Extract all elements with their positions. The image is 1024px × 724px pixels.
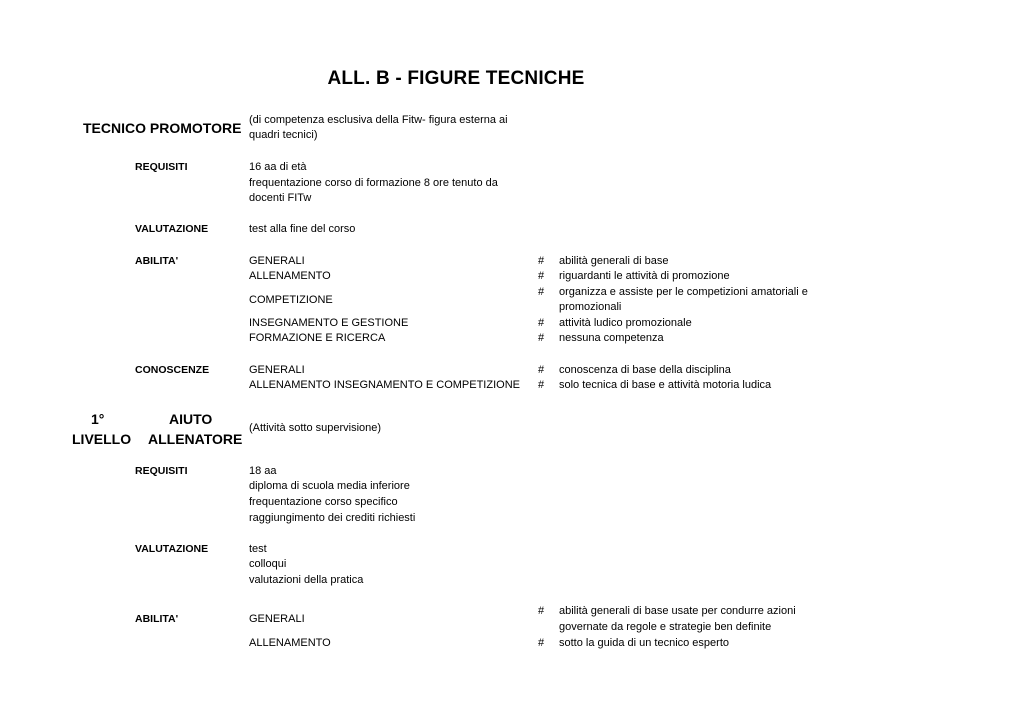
label-requisiti: REQUISITI <box>135 161 188 173</box>
valutazione-value: test alla fine del corso <box>249 223 356 235</box>
requisito: frequentazione corso specifico <box>249 496 398 508</box>
abilita-desc: abilità generali di base usate per condurre azioni <box>559 605 796 617</box>
valutazione-value: test <box>249 543 267 555</box>
section-title-aiuto: AIUTO <box>169 411 213 427</box>
hash-marker: # <box>537 317 545 329</box>
requisito: raggiungimento dei crediti richiesti <box>249 512 416 524</box>
label-requisiti: REQUISITI <box>135 465 188 477</box>
abilita-area: GENERALI <box>249 255 305 267</box>
hash-marker: # <box>537 255 545 267</box>
valutazione-value: colloqui <box>249 558 287 570</box>
requisito: 18 aa <box>249 465 277 477</box>
requisito: diploma di scuola media inferiore <box>249 480 410 492</box>
level-label: LIVELLO <box>72 431 132 447</box>
section-note: quadri tecnici) <box>249 129 318 141</box>
conoscenza-desc: solo tecnica di base e attività motoria ludica <box>559 379 772 391</box>
abilita-desc: promozionali <box>559 301 622 313</box>
label-abilita: ABILITA' <box>135 613 179 625</box>
hash-marker: # <box>537 332 545 344</box>
abilita-area: GENERALI <box>249 613 305 625</box>
conoscenza-desc: conoscenza di base della disciplina <box>559 364 731 376</box>
abilita-desc: abilità generali di base <box>559 255 669 267</box>
level-number: 1° <box>91 411 105 427</box>
section-title-allenatore: ALLENATORE <box>148 431 243 447</box>
requisito: docenti FITw <box>249 192 312 204</box>
label-valutazione: VALUTAZIONE <box>135 223 209 235</box>
section-title-tecnico-promotore: TECNICO PROMOTORE <box>83 120 242 136</box>
abilita-desc: riguardanti le attività di promozione <box>559 270 730 282</box>
hash-marker: # <box>537 286 545 298</box>
section-note: (di competenza esclusiva della Fitw- figura esterna ai <box>249 114 508 126</box>
conoscenza-area: ALLENAMENTO INSEGNAMENTO E COMPETIZIONE <box>249 379 520 391</box>
abilita-desc: governate da regole e strategie ben definite <box>559 621 772 633</box>
conoscenza-area: GENERALI <box>249 364 305 376</box>
abilita-area: COMPETIZIONE <box>249 294 333 306</box>
hash-marker: # <box>537 270 545 282</box>
abilita-desc: sotto la guida di un tecnico esperto <box>559 637 730 649</box>
hash-marker: # <box>537 364 545 376</box>
abilita-area: FORMAZIONE E RICERCA <box>249 332 386 344</box>
label-conoscenze: CONOSCENZE <box>135 364 210 376</box>
label-valutazione: VALUTAZIONE <box>135 543 209 555</box>
valutazione-value: valutazioni della pratica <box>249 574 364 586</box>
requisito: frequentazione corso di formazione 8 ore tenuto da <box>249 177 498 189</box>
abilita-area: ALLENAMENTO <box>249 270 331 282</box>
hash-marker: # <box>537 637 545 649</box>
abilita-desc: nessuna competenza <box>559 332 664 344</box>
requisito: 16 aa di età <box>249 161 307 173</box>
hash-marker: # <box>537 605 545 617</box>
label-abilita: ABILITA' <box>135 255 179 267</box>
abilita-desc: attività ludico promozionale <box>559 317 692 329</box>
abilita-area: INSEGNAMENTO E GESTIONE <box>249 317 409 329</box>
abilita-desc: organizza e assiste per le competizioni amatoriali e <box>559 286 808 298</box>
abilita-area: ALLENAMENTO <box>249 637 331 649</box>
page-title: ALL. B - FIGURE TECNICHE <box>327 68 585 89</box>
section-note: (Attività sotto supervisione) <box>249 422 382 434</box>
hash-marker: # <box>537 379 545 391</box>
